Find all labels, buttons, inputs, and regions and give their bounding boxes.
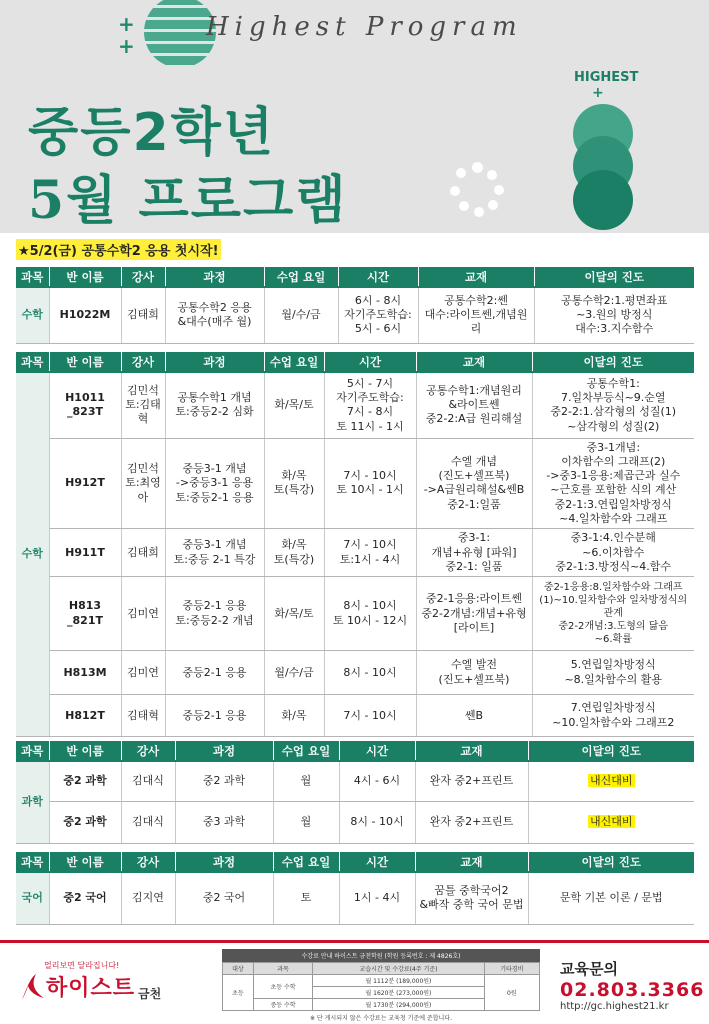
class-name: H812T (49, 695, 121, 737)
teacher: 김태희 (121, 529, 165, 577)
academy-logo (20, 960, 161, 1002)
table-row (16, 287, 694, 343)
col-header: 과목 (16, 852, 49, 872)
table-row (16, 872, 694, 924)
col-header: 시간 (324, 352, 416, 372)
tuition-fee-table (222, 949, 540, 1022)
fee-row (223, 975, 540, 987)
textbook: 쎈B (416, 695, 532, 737)
col-header: 반 이름 (49, 352, 121, 372)
col-header: 이달의 진도 (532, 352, 694, 372)
course: 공통수학1 개념 토:중등2-2 심화 (165, 372, 264, 438)
teacher: 김태혁 (121, 695, 165, 737)
course: 중등2-1 응용 토:중등2-2 개념 (165, 577, 264, 651)
class-days: 월/수/금 (264, 287, 338, 343)
teacher: 김민석 토:김태혁 (121, 372, 165, 438)
contact-info (560, 958, 704, 1012)
textbook: 꿈틀 중학국어2 &빠작 중학 국어 문법 (415, 872, 528, 924)
highlighted-progress: 내신대비 (589, 774, 633, 788)
col-header: 반 이름 (49, 267, 121, 287)
footer-divider (0, 940, 709, 943)
col-header: 교재 (416, 352, 532, 372)
textbook: 공통수학1:개념원리 &라이트쎈 중2-2:A급 원리해설 (416, 372, 532, 438)
col-header: 이달의 진도 (528, 852, 694, 872)
table-row (16, 695, 694, 737)
table-header-row (16, 852, 694, 872)
subject-cell: 과학 (16, 761, 49, 843)
teacher: 김대식 (121, 801, 175, 843)
logo-branch: 금천 (138, 987, 162, 1001)
table-row (16, 577, 694, 651)
col-header: 이달의 진도 (528, 741, 694, 761)
col-header: 시간 (339, 741, 415, 761)
textbook: 수엘 발전 (진도+셀프북) (416, 651, 532, 695)
class-name: 중2 과학 (49, 761, 121, 801)
course: 중등2-1 응용 (165, 695, 264, 737)
class-time: 8시 - 10시 (324, 651, 416, 695)
col-header: 시간 (338, 267, 418, 287)
course: 공통수학2 응용 &대수(매주 월) (165, 287, 264, 343)
fee-target: 초등 (223, 975, 254, 1011)
col-header: 과목 (16, 352, 49, 372)
col-header: 수업 요일 (264, 352, 324, 372)
table-row (16, 529, 694, 577)
col-header: 교재 (415, 741, 528, 761)
contact-phone: 02.803.3366 (560, 979, 705, 1001)
highlighted-progress: 내신대비 (589, 814, 633, 828)
class-time: 8시 - 10시 토 10시 - 12시 (324, 577, 416, 651)
fee-subject: 초등 수학 (253, 975, 312, 999)
textbook: 공통수학2:쎈 대수:라이트쎈,개념원리 (418, 287, 534, 343)
page-title-line2: 5월 프로그램 (28, 170, 348, 231)
class-name: H1011 _823T (49, 372, 121, 438)
schedule-table-math-middle (16, 352, 694, 737)
course: 중등2-1 응용 (165, 651, 264, 695)
logo-slogan: 멀리보면 달라집니다! (44, 961, 120, 970)
schedule-table-math-high (16, 267, 694, 344)
table-header-row (16, 352, 694, 372)
col-header: 과목 (16, 741, 49, 761)
col-header: 시간 (339, 852, 415, 872)
teacher: 김민석 토:최영아 (121, 438, 165, 529)
class-name: 중2 국어 (49, 872, 121, 924)
monthly-progress: 중3-1:4.인수분해 ~6.이차함수 중2-1:3.방정식~4.함수 (532, 529, 694, 577)
monthly-progress: 공통수학2:1.평면좌표 ~3.원의 방정식 대수:3.지수함수 (534, 287, 694, 343)
class-time: 5시 - 7시 자기주도학습: 7시 - 8시 토 11시 - 1시 (324, 372, 416, 438)
monthly-progress: 5.연립일차방정식 ~8.일차함수의 활용 (532, 651, 694, 695)
class-days: 월 (273, 761, 339, 801)
teacher: 김지연 (121, 872, 175, 924)
fee-amount: 월 1112분 (189,000원) (313, 975, 484, 987)
monthly-progress (528, 801, 694, 843)
class-days: 토 (273, 872, 339, 924)
monthly-progress: 중3-1개념: 이차함수의 그래프(2) ->중3-1응용:제곱근과 실수 ~근호를 포함한 식의 계산 중2-1:3.연립일차방정식 ~4.일차함수와 그래프 (532, 438, 694, 529)
fee-note: ※ 단 게시되지 않은 수강료는 교육청 기준에 준합니다. (309, 1015, 452, 1022)
fee-col-header: 과목 (253, 963, 312, 975)
plus-icon: + (118, 12, 135, 36)
textbook: 완자 중2+프린트 (415, 801, 528, 843)
col-header: 과정 (175, 852, 273, 872)
col-header: 강사 (121, 267, 165, 287)
monthly-progress: 문학 기본 이론 / 문법 (528, 872, 694, 924)
plus-icon: + (118, 34, 135, 58)
fee-col-header: 기타경비 (484, 963, 539, 975)
header-banner (0, 0, 709, 233)
course: 중2 과학 (175, 761, 273, 801)
class-time: 7시 - 10시 토:1시 - 4시 (324, 529, 416, 577)
teacher: 김대식 (121, 761, 175, 801)
monthly-progress (528, 761, 694, 801)
col-header: 수업 요일 (273, 741, 339, 761)
col-header: 강사 (121, 352, 165, 372)
table-row (16, 438, 694, 529)
col-header: 수업 요일 (264, 267, 338, 287)
class-days: 월/수/금 (264, 651, 324, 695)
class-days: 화/목/토 (264, 577, 324, 651)
fee-amount: 월 1730분 (294,000원) (313, 999, 484, 1011)
schedule-table-science (16, 741, 694, 844)
class-time: 7시 - 10시 (324, 695, 416, 737)
fee-other: 0원 (484, 975, 539, 1011)
teacher: 김태희 (121, 287, 165, 343)
table-row (16, 372, 694, 438)
col-header: 과목 (16, 267, 49, 287)
schedule-table-korean (16, 852, 694, 925)
textbook: 중3-1: 개념+유형 [파워] 중2-1: 일품 (416, 529, 532, 577)
monthly-progress: 7.연립일차방정식 ~10.일차함수와 그래프2 (532, 695, 694, 737)
page-title-line1: 중등2학년 (28, 103, 276, 163)
teacher: 김미연 (121, 651, 165, 695)
course: 중2 국어 (175, 872, 273, 924)
logo-swoosh-icon (20, 972, 46, 1002)
class-time: 7시 - 10시 토 10시 - 1시 (324, 438, 416, 529)
col-header: 과정 (165, 352, 264, 372)
monthly-progress: 중2-1응용:8.일차함수와 그래프(1)~10.일차함수와 일차방정식의 관계 중2-2개념:3.도형의 닮음 ~6.확률 (532, 577, 694, 651)
fee-amount: 월 1620분 (273,000원) (313, 987, 484, 999)
table-header-row (16, 267, 694, 287)
class-name: H813M (49, 651, 121, 695)
col-header: 이달의 진도 (534, 267, 694, 287)
table-row (16, 651, 694, 695)
contact-label: 교육문의 (560, 960, 618, 978)
class-name: H911T (49, 529, 121, 577)
contact-url-link[interactable]: http://gc.highest21.kr (560, 1001, 669, 1012)
class-name: H912T (49, 438, 121, 529)
col-header: 강사 (121, 852, 175, 872)
col-header: 반 이름 (49, 852, 121, 872)
monthly-progress: 공통수학1: 7.일차부등식~9.순열 중2-2:1.삼각형의 성질(1) ~삼각형의 성질(2) (532, 372, 694, 438)
class-days: 월 (273, 801, 339, 843)
table-header-row (16, 741, 694, 761)
fee-col-header: 대상 (223, 963, 254, 975)
textbook: 완자 중2+프린트 (415, 761, 528, 801)
course: 중3 과학 (175, 801, 273, 843)
logo-name: 하이스트 (46, 976, 136, 1001)
notice-banner: ★5/2(금) 공통수학2 응용 첫시작! (16, 239, 221, 260)
class-name: H813 _821T (49, 577, 121, 651)
course: 중등3-1 개념 ->중등3-1 응용 토:중등2-1 응용 (165, 438, 264, 529)
class-name: H1022M (49, 287, 121, 343)
col-header: 강사 (121, 741, 175, 761)
teacher: 김미연 (121, 577, 165, 651)
program-script-title: Highest Program (206, 12, 523, 42)
class-time: 1시 - 4시 (339, 872, 415, 924)
subject-cell: 수학 (16, 287, 49, 343)
class-days: 화/목 토(특강) (264, 529, 324, 577)
fee-header-row (223, 963, 540, 975)
col-header: 과정 (175, 741, 273, 761)
col-header: 반 이름 (49, 741, 121, 761)
fee-col-header: 교습시간 및 수강료(4주 기준) (313, 963, 484, 975)
plus-icon: + (592, 85, 604, 101)
subject-cell: 국어 (16, 872, 49, 924)
col-header: 수업 요일 (273, 852, 339, 872)
textbook: 수엘 개념 (진도+셀프북) ->A급원리해설&쎈B 중2-1:일품 (416, 438, 532, 529)
highest-brand-tag: HIGHEST (574, 70, 639, 85)
col-header: 교재 (418, 267, 534, 287)
table-row (16, 761, 694, 801)
col-header: 교재 (415, 852, 528, 872)
class-days: 화/목 (264, 695, 324, 737)
class-name: 중2 과학 (49, 801, 121, 843)
fee-title: 수강료 안내 하이스트 금천학원 (학원 등록번호 : 제 4826호) (222, 949, 540, 962)
fee-subject: 중등 수학 (253, 999, 312, 1011)
course: 중등3-1 개념 토:중등 2-1 특강 (165, 529, 264, 577)
decorative-stripe-circle-right (566, 104, 640, 233)
class-time: 6시 - 8시 자기주도학습: 5시 - 6시 (338, 287, 418, 343)
table-row (16, 801, 694, 843)
class-time: 8시 - 10시 (339, 801, 415, 843)
col-header: 과정 (165, 267, 264, 287)
class-days: 화/목/토 (264, 372, 324, 438)
class-time: 4시 - 6시 (339, 761, 415, 801)
textbook: 중2-1응용:라이트쎈 중2-2개념:개념+유형 [라이트] (416, 577, 532, 651)
subject-cell: 수학 (16, 372, 49, 737)
class-days: 화/목 토(특강) (264, 438, 324, 529)
